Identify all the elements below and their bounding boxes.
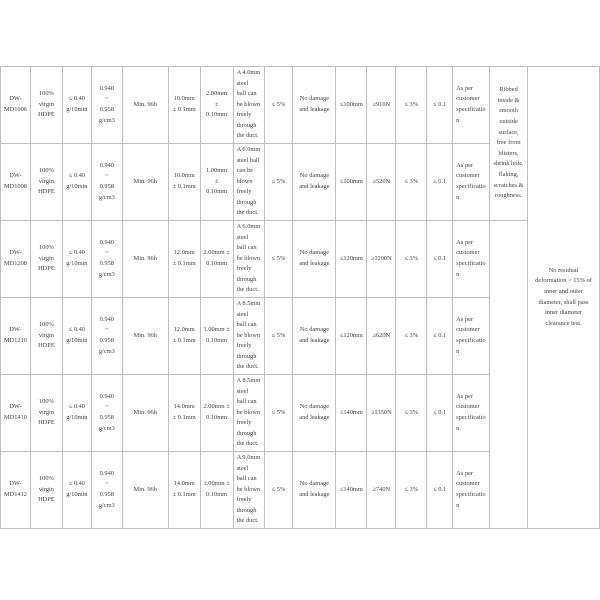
time-cell: Min. 96h xyxy=(122,144,168,221)
steel-ball-test-cell: A 8.5mm steel ball can be blown freely through the duct. xyxy=(233,298,264,375)
time-cell: Min. 96h xyxy=(122,452,168,529)
pressure-test-cell: No damage and leakage xyxy=(293,452,336,529)
pressure-test-cell: No damage and leakage xyxy=(293,144,336,221)
steel-ball-test-cell: A 8.5mm steel ball can be blown freely through the duct. xyxy=(233,375,264,452)
density-cell: 0.940 ~ 0.958 g/cm3 xyxy=(91,452,122,529)
steel-ball-test-cell: A 4.0mm steel ball can be blown freely through the duct. xyxy=(233,67,264,144)
appearance-empty-cell xyxy=(490,221,528,529)
residual-deformation-cell: No residual deformation > 15% of inner and outer diameter, shall pass inner diameter clearance test. xyxy=(528,67,600,529)
crush-resistance-cell: ≥1200N xyxy=(367,221,396,298)
model-cell: DW- MD1412 xyxy=(1,452,31,529)
steel-ball-test-cell: A 9.0mm steel ball can be blown freely through the duct. xyxy=(233,452,264,529)
wall-thickness-cell: 1.00mm ± 0.10mm xyxy=(200,144,233,221)
bend-radius-cell: ≤140mm xyxy=(336,452,367,529)
friction-cell: ≤ 0.1 xyxy=(427,298,453,375)
ovality-cell: ≤ 5% xyxy=(264,452,293,529)
shrinkage-cell: ≤ 3% xyxy=(396,298,427,375)
ovality-cell: ≤ 5% xyxy=(264,221,293,298)
material-cell: 100% virgin HDPE xyxy=(30,375,62,452)
bend-radius-cell: ≤100mm xyxy=(336,144,367,221)
melt-flow-cell: ≤ 0.40 g/10min xyxy=(62,144,91,221)
shrinkage-cell: ≤ 3% xyxy=(396,375,427,452)
bend-radius-cell: ≤100mm xyxy=(336,67,367,144)
outer-diameter-cell: 10.0mm ± 0.1mm xyxy=(168,144,200,221)
model-cell: DW- MD1008 xyxy=(1,144,31,221)
pressure-test-cell: No damage and leakage xyxy=(293,221,336,298)
specification-table xyxy=(0,66,600,529)
friction-cell: ≤ 0.1 xyxy=(427,375,453,452)
model-cell: DW- MD1410 xyxy=(1,375,31,452)
bend-radius-cell: ≤120mm xyxy=(336,221,367,298)
wall-thickness-cell: 2.00mm ± 0.10mm xyxy=(200,221,233,298)
time-cell: Min. 96h xyxy=(122,221,168,298)
steel-ball-test-cell: A 6.0mm steel ball can be blown freely through the duct. xyxy=(233,144,264,221)
density-cell: 0.940 ~ 0.958 g/cm3 xyxy=(91,221,122,298)
material-cell: 100% virgin HDPE xyxy=(30,144,62,221)
time-cell: Min. 96h xyxy=(122,298,168,375)
model-cell: DW- MD1006 xyxy=(1,67,31,144)
table-row xyxy=(1,221,600,298)
wall-thickness-cell: 1.00mm ± 0.10mm xyxy=(200,298,233,375)
crush-resistance-cell: ≥620N xyxy=(367,298,396,375)
density-cell: 0.940 ~ 0.958 g/cm3 xyxy=(91,67,122,144)
outer-diameter-cell: 10.0mm ± 0.1mm xyxy=(168,67,200,144)
time-cell: Min. 96h xyxy=(122,67,168,144)
ovality-cell: ≤ 5% xyxy=(264,67,293,144)
melt-flow-cell: ≤ 0.40 g/10min xyxy=(62,452,91,529)
pressure-test-cell: No damage and leakage xyxy=(293,298,336,375)
wall-thickness-cell: 2.00mm ± 0.10mm xyxy=(200,67,233,144)
wall-thickness-cell: 2.00mm ± 0.10mm xyxy=(200,375,233,452)
density-cell: 0.940 ~ 0.958 g/cm3 xyxy=(91,298,122,375)
shrinkage-cell: ≤ 3% xyxy=(396,144,427,221)
pressure-test-cell: No damage and leakage xyxy=(293,67,336,144)
outer-diameter-cell: 14.0mm ± 0.1mm xyxy=(168,375,200,452)
shrinkage-cell: ≤ 3% xyxy=(396,221,427,298)
melt-flow-cell: ≤ 0.40 g/10min xyxy=(62,298,91,375)
friction-cell: ≤ 0.1 xyxy=(427,144,453,221)
friction-cell: ≤ 0.1 xyxy=(427,221,453,298)
crush-resistance-cell: ≥520N xyxy=(367,144,396,221)
outer-diameter-cell: 12.0mm ± 0.1mm xyxy=(168,221,200,298)
ovality-cell: ≤ 5% xyxy=(264,375,293,452)
shrinkage-cell: ≤ 3% xyxy=(396,67,427,144)
material-cell: 100% virgin HDPE xyxy=(30,67,62,144)
table-row xyxy=(1,67,600,144)
pressure-test-cell: No damage and leakage xyxy=(293,375,336,452)
outer-diameter-cell: 12.0mm ± 0.1mm xyxy=(168,298,200,375)
wall-thickness-cell: 1.00mm ± 0.10mm xyxy=(200,452,233,529)
material-cell: 100% virgin HDPE xyxy=(30,221,62,298)
melt-flow-cell: ≤ 0.40 g/10min xyxy=(62,67,91,144)
color-cell: As per customer specification xyxy=(453,375,490,452)
bend-radius-cell: ≤140mm xyxy=(336,375,367,452)
melt-flow-cell: ≤ 0.40 g/10min xyxy=(62,375,91,452)
time-cell: Min. 96h xyxy=(122,375,168,452)
ovality-cell: ≤ 5% xyxy=(264,144,293,221)
color-cell: As per customer specification xyxy=(453,67,490,144)
friction-cell: ≤ 0.1 xyxy=(427,67,453,144)
friction-cell: ≤ 0.1 xyxy=(427,452,453,529)
crush-resistance-cell: ≥910N xyxy=(367,67,396,144)
material-cell: 100% virgin HDPE xyxy=(30,298,62,375)
material-cell: 100% virgin HDPE xyxy=(30,452,62,529)
density-cell: 0.940 ~ 0.958 g/cm3 xyxy=(91,144,122,221)
color-cell: As per customer specification xyxy=(453,452,490,529)
shrinkage-cell: ≤ 3% xyxy=(396,452,427,529)
steel-ball-test-cell: A 6.0mm steel ball can be blown freely through the duct. xyxy=(233,221,264,298)
model-cell: DW- MD1208 xyxy=(1,221,31,298)
outer-diameter-cell: 14.0mm ± 0.1mm xyxy=(168,452,200,529)
color-cell: As per customer specification xyxy=(453,144,490,221)
color-cell: As per customer specification xyxy=(453,298,490,375)
appearance-cell: Ribbed inside & smooth outside surface, free from blisters, shrink hole, flaking, scratches & roughness. xyxy=(490,67,528,221)
model-cell: DW- MD1210 xyxy=(1,298,31,375)
density-cell: 0.940 ~ 0.958 g/cm3 xyxy=(91,375,122,452)
crush-resistance-cell: ≥740N xyxy=(367,452,396,529)
melt-flow-cell: ≤ 0.40 g/10min xyxy=(62,221,91,298)
bend-radius-cell: ≤120mm xyxy=(336,298,367,375)
crush-resistance-cell: ≥1350N xyxy=(367,375,396,452)
color-cell: As per customer specification xyxy=(453,221,490,298)
ovality-cell: ≤ 5% xyxy=(264,298,293,375)
